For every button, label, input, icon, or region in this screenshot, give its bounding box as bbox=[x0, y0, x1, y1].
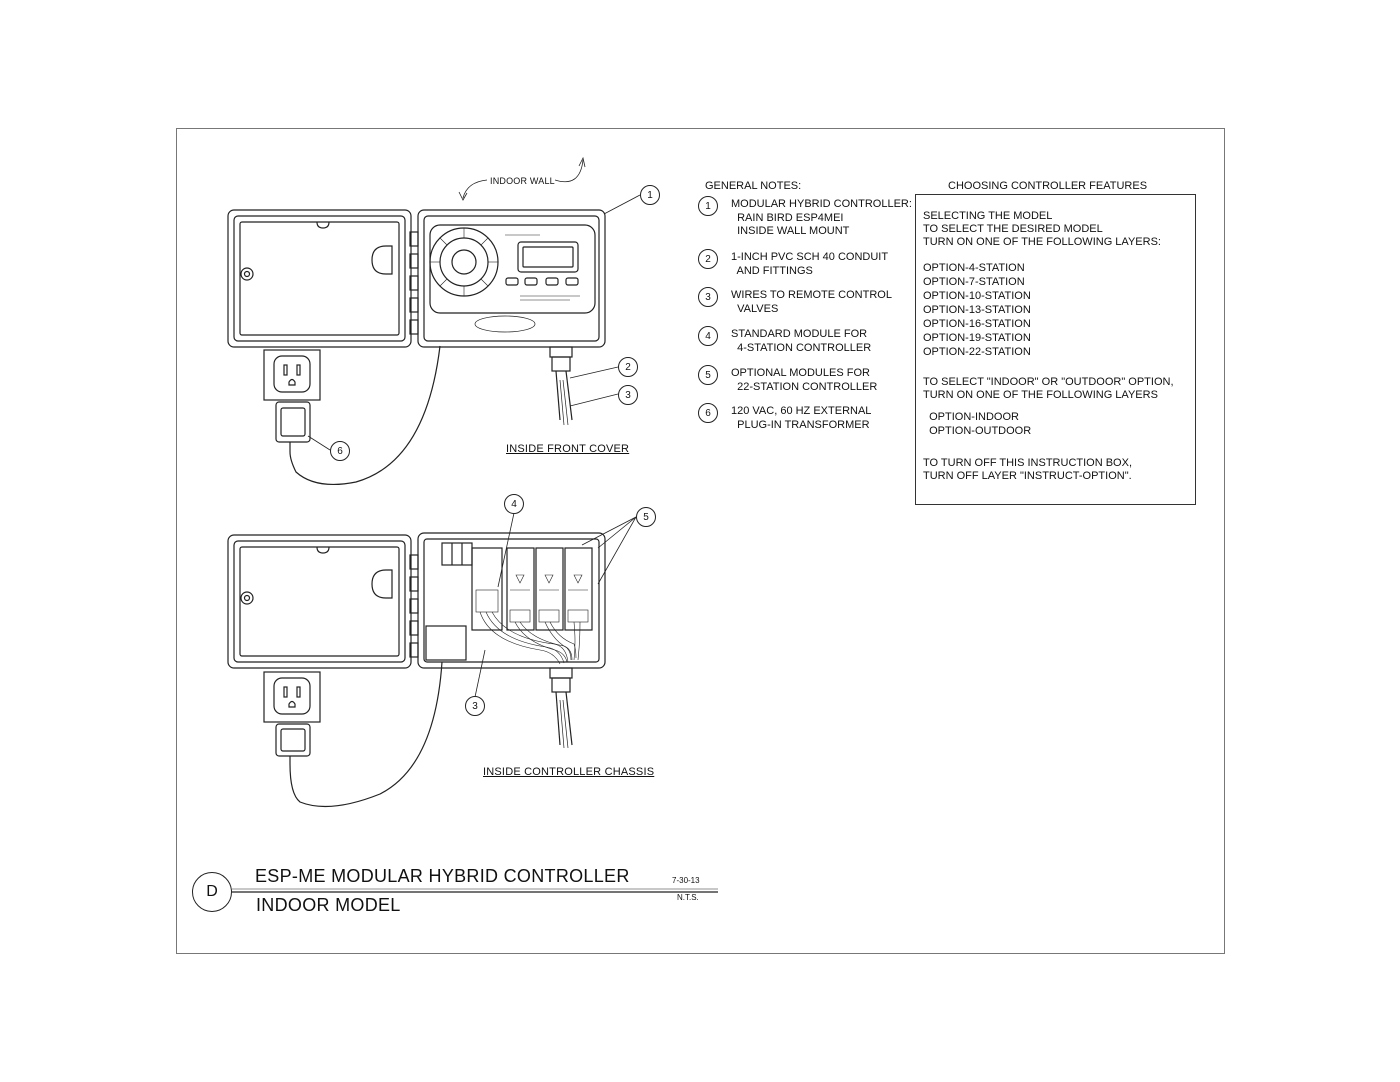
drawing-subtitle: INDOOR MODEL bbox=[256, 895, 401, 915]
callout-6: 6 bbox=[330, 441, 350, 461]
note-number: 2 bbox=[698, 249, 718, 269]
features-line: OPTION-22-STATION bbox=[923, 346, 1031, 358]
features-line: OPTION-16-STATION bbox=[923, 318, 1031, 330]
drawing-scale: N.T.S. bbox=[677, 893, 699, 902]
features-line: TURN OFF LAYER "INSTRUCT-OPTION". bbox=[923, 470, 1132, 482]
callout-3: 3 bbox=[618, 385, 638, 405]
drawing-date: 7-30-13 bbox=[672, 876, 700, 885]
features-line: OPTION-19-STATION bbox=[923, 332, 1031, 344]
callout-3-chassis: 3 bbox=[465, 696, 485, 716]
note-number: 6 bbox=[698, 403, 718, 423]
features-line: TO SELECT "INDOOR" OR "OUTDOOR" OPTION, bbox=[923, 376, 1174, 388]
features-line: TO SELECT THE DESIRED MODEL bbox=[923, 223, 1103, 235]
note-number: 4 bbox=[698, 326, 718, 346]
indoor-wall-label: INDOOR WALL bbox=[490, 176, 555, 186]
note-text: WIRES TO REMOTE CONTROL VALVES bbox=[731, 289, 892, 315]
note-text: STANDARD MODULE FOR 4-STATION CONTROLLER bbox=[731, 328, 872, 354]
callout-2: 2 bbox=[618, 357, 638, 377]
note-number: 1 bbox=[698, 196, 718, 216]
note-text: 120 VAC, 60 HZ EXTERNAL PLUG-IN TRANSFORMER bbox=[731, 405, 872, 431]
features-line: OPTION-13-STATION bbox=[923, 304, 1031, 316]
features-line: OPTION-4-STATION bbox=[923, 262, 1025, 274]
note-text: OPTIONAL MODULES FOR 22-STATION CONTROLLER bbox=[731, 367, 878, 393]
inside-controller-chassis-caption: INSIDE CONTROLLER CHASSIS bbox=[483, 766, 655, 778]
features-line: OPTION-7-STATION bbox=[923, 276, 1025, 288]
features-heading: CHOOSING CONTROLLER FEATURES bbox=[948, 180, 1148, 192]
features-line: OPTION-INDOOR bbox=[923, 411, 1019, 423]
features-line: OPTION-10-STATION bbox=[923, 290, 1031, 302]
note-text: MODULAR HYBRID CONTROLLER: RAIN BIRD ESP4MEI INSIDE WALL MOUNT bbox=[731, 198, 912, 237]
features-line: TO TURN OFF THIS INSTRUCTION BOX, bbox=[923, 457, 1133, 469]
features-line: TURN ON ONE OF THE FOLLOWING LAYERS: bbox=[923, 236, 1161, 248]
general-notes-heading: GENERAL NOTES: bbox=[705, 180, 802, 192]
callout-4: 4 bbox=[504, 494, 524, 514]
callout-1: 1 bbox=[640, 185, 660, 205]
note-number: 3 bbox=[698, 287, 718, 307]
note-text: 1-INCH PVC SCH 40 CONDUIT AND FITTINGS bbox=[731, 251, 889, 277]
features-line: OPTION-OUTDOOR bbox=[923, 425, 1032, 437]
drawing-title: ESP-ME MODULAR HYBRID CONTROLLER bbox=[255, 866, 630, 886]
features-line: SELECTING THE MODEL bbox=[923, 210, 1053, 222]
detail-letter: D bbox=[192, 872, 232, 912]
note-number: 5 bbox=[698, 365, 718, 385]
inside-front-cover-caption: INSIDE FRONT COVER bbox=[506, 443, 630, 455]
features-line: TURN ON ONE OF THE FOLLOWING LAYERS bbox=[923, 389, 1158, 401]
callout-5: 5 bbox=[636, 507, 656, 527]
